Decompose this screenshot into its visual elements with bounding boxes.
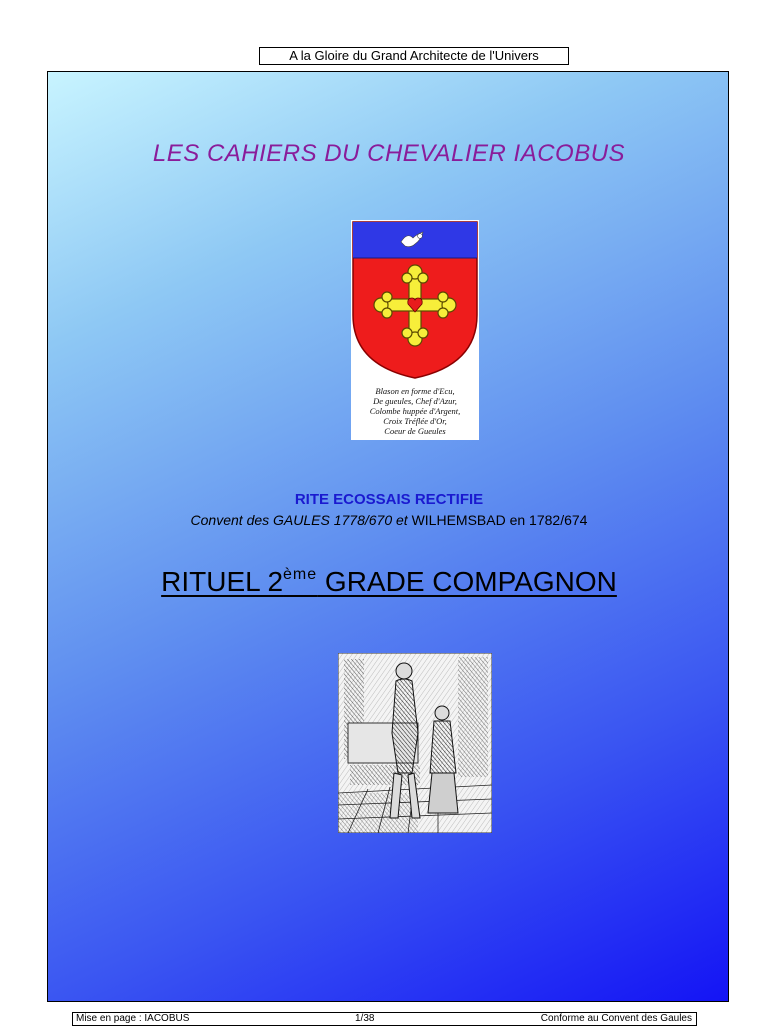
cover-panel: [47, 71, 729, 1002]
ritual-title-prefix: RITUEL 2: [161, 566, 284, 597]
header-banner: A la Gloire du Grand Architecte de l'Univers: [259, 47, 569, 65]
crest-caption: [351, 386, 479, 436]
crest-block: [351, 220, 479, 440]
crest-caption-line: De gueules, Chef d'Azur,: [373, 396, 457, 406]
coat-of-arms-icon: [351, 220, 479, 380]
rite-title: RITE ECOSSAIS RECTIFIE: [294, 491, 484, 508]
convent-wilhemsbad: WILHEMSBAD en 1782/674: [411, 512, 588, 528]
convent-line: [48, 512, 730, 528]
engraving-image: [338, 653, 492, 833]
ritual-title-text: [161, 566, 617, 597]
ritual-title: [48, 566, 730, 598]
convent-gaules: Convent des GAULES 1778/670 et: [190, 512, 408, 528]
ritual-title-suffix: GRADE COMPAGNON: [317, 566, 617, 597]
ritual-title-superscript: ème: [283, 566, 318, 583]
footer-layout-credit: Mise en page : IACOBUS: [76, 1013, 190, 1024]
engraving-illustration-icon: [338, 653, 492, 833]
footer-page-number: 1/38: [355, 1013, 375, 1024]
crest-caption-line: Blason en forme d'Ecu,: [375, 386, 455, 396]
series-title: LES CAHIERS DU CHEVALIER IACOBUS: [152, 140, 626, 167]
crest-caption-line: Coeur de Gueules: [384, 426, 446, 436]
footer-conformity: Conforme au Convent des Gaules: [540, 1013, 692, 1024]
crest-caption-line: Colombe huppée d'Argent,: [369, 406, 461, 416]
crest-caption-line: Croix Tréflée d'Or,: [383, 416, 447, 426]
